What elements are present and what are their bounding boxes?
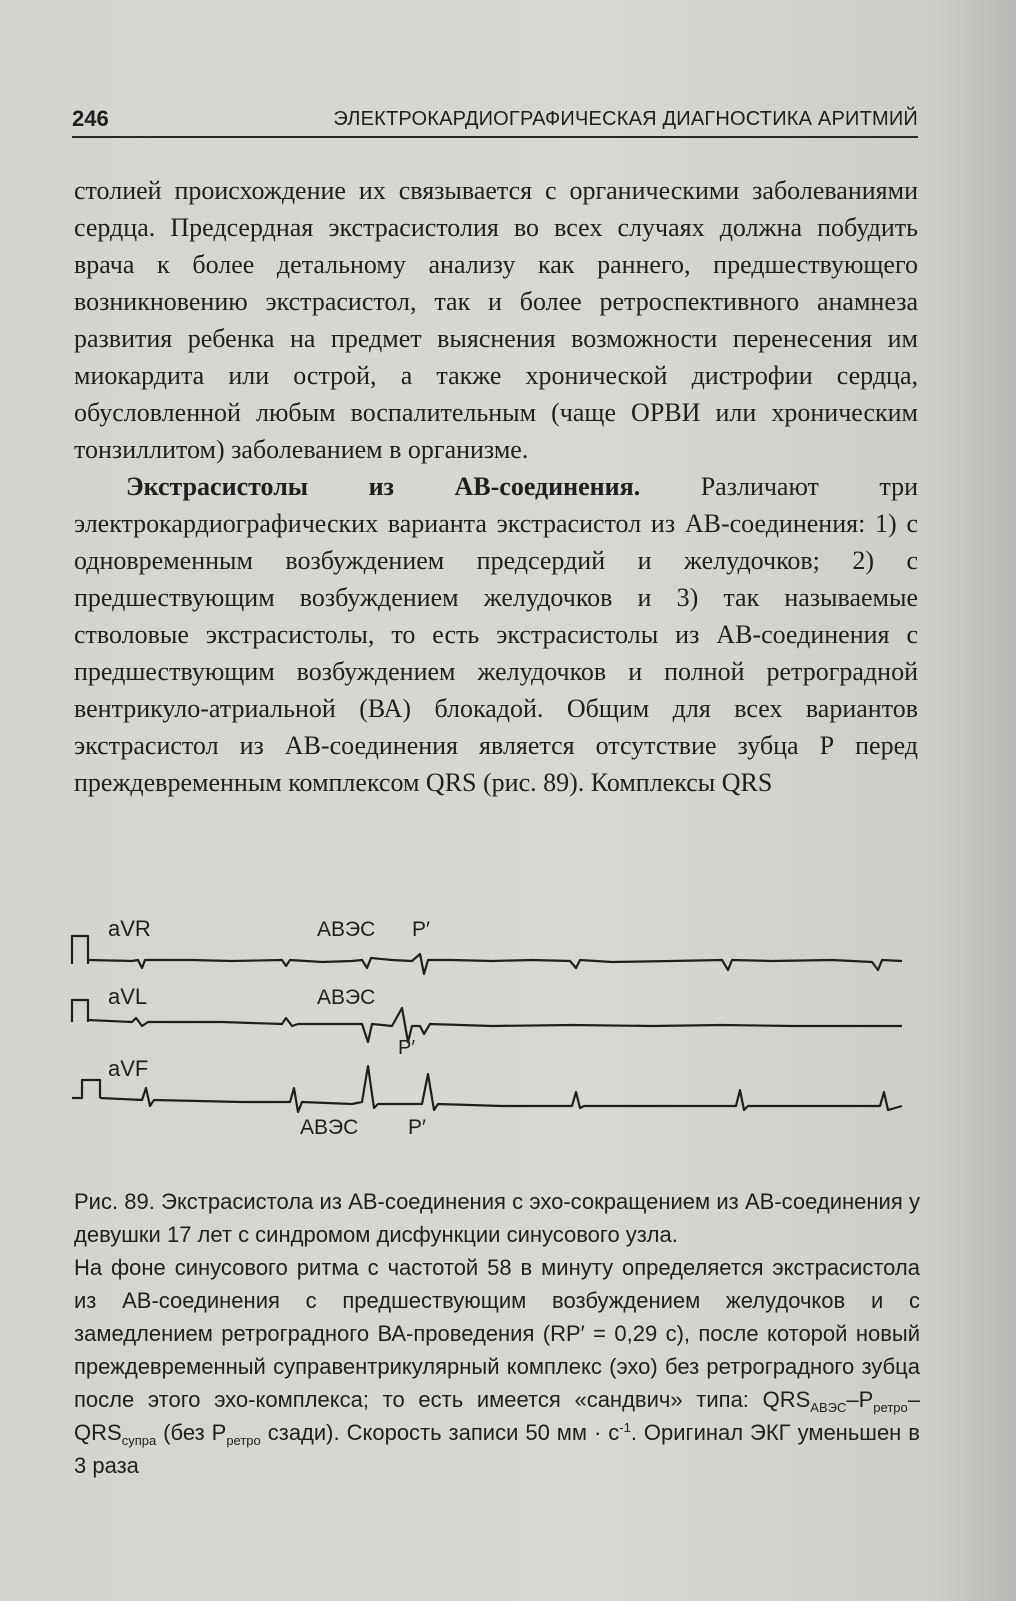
paragraph-1: столией происхождение их связывается с органическими заболеваниями сердца. Предсердная экстрасистолия во всех случаях должна побудить врача к более детальному анализу как раннего, предшествующего возникновению экстрасистол, так и более ретроспективного анамнеза развития ребенка на предмет выяснения возможности перенесения им миокардита или острой, а также хронической дистрофии сердца, обусловленной любым воспалительным (чаще ОРВИ или хроническим тонзиллитом) заболеванием в организме. bbox=[74, 176, 918, 464]
avl-label-avec: АВЭС bbox=[317, 986, 376, 1009]
running-title: ЭЛЕКТРОКАРДИОГРАФИЧЕСКАЯ ДИАГНОСТИКА АРИТМИЙ bbox=[333, 108, 918, 130]
section-heading: Экстрасистолы из АВ-соединения. bbox=[126, 472, 641, 501]
body-text bbox=[74, 172, 918, 801]
avr-label-p: P′ bbox=[412, 918, 430, 941]
avl-trace bbox=[88, 1008, 902, 1042]
ecg-figure bbox=[72, 916, 932, 1170]
ecg-tracings bbox=[72, 916, 932, 1170]
caption-title: Рис. 89. Экстрасистола из АВ-соединения с эхо-сокращением из АВ-соединения у девушки 17 лет с синдромом дисфункции синусового узла. bbox=[74, 1189, 920, 1247]
avf-label-p: P′ bbox=[408, 1116, 426, 1139]
avr-calibration bbox=[72, 936, 88, 964]
avr-label-avec: АВЭС bbox=[317, 918, 376, 941]
sub-retro-2: ретро bbox=[226, 1433, 261, 1448]
avf-trace bbox=[100, 1066, 902, 1112]
avl-calibration bbox=[72, 1000, 88, 1022]
avr-trace bbox=[88, 954, 902, 974]
lead-label-avr: aVR bbox=[108, 916, 151, 941]
sub-avec: АВЭС bbox=[810, 1400, 847, 1415]
sup-minus-one: -1 bbox=[619, 1420, 631, 1435]
page-number: 246 bbox=[72, 106, 109, 131]
figure-caption bbox=[74, 1185, 920, 1482]
avf-label-avec: АВЭС bbox=[300, 1116, 359, 1139]
avl-label-p: P′ bbox=[398, 1037, 416, 1059]
caption-text: На фоне синусового ритма с частотой 58 в минуту определяется экстрасистола из АВ-соединения с предшествующим возбуждением желудочков и с замедлением ретроградного ВА-проведения (RP′ = 0,29 с), после которой новый преждевременный суправентрикулярный комплекс (эхо) без ретроградного зубца после этого эхо-комплекса; то есть имеется «сандвич» типа: $QRS_{АВЭС}-P_{ретро}-$ $QRS_{супра}$ (без $P_{ретро}$ сзади). Скорость записи 50 мм · $с^{-1}$. Оригинал ЭКГ уменьшен в 3 раза bbox=[74, 1255, 920, 1478]
page-header bbox=[72, 102, 918, 138]
avf-calibration bbox=[72, 1080, 100, 1098]
lead-label-avl: aVL bbox=[108, 984, 148, 1009]
lead-label-avf: aVF bbox=[108, 1056, 149, 1081]
paragraph-2 bbox=[74, 468, 918, 801]
sub-retro-1: ретро bbox=[873, 1400, 908, 1415]
sub-supra: супра bbox=[121, 1433, 157, 1448]
paragraph-2-text: Различают три электрокардиографических варианта экстрасистол из АВ-соединения: 1) с одновременным возбуждением предсердий и желудочков; 2) с предшествующим возбуждением желудочков и 3) так называемые стволовые экстрасистолы, то есть экстрасистолы из АВ-соединения с предшествующим возбуждением желудочков и полной ретроградной вентрикуло-атриальной (ВА) блокадой. Общим для всех вариантов экстрасистол из АВ-соединения является отсутствие зубца Р перед преждевременным комплексом QRS (рис. 89). Комплексы QRS bbox=[74, 472, 918, 797]
